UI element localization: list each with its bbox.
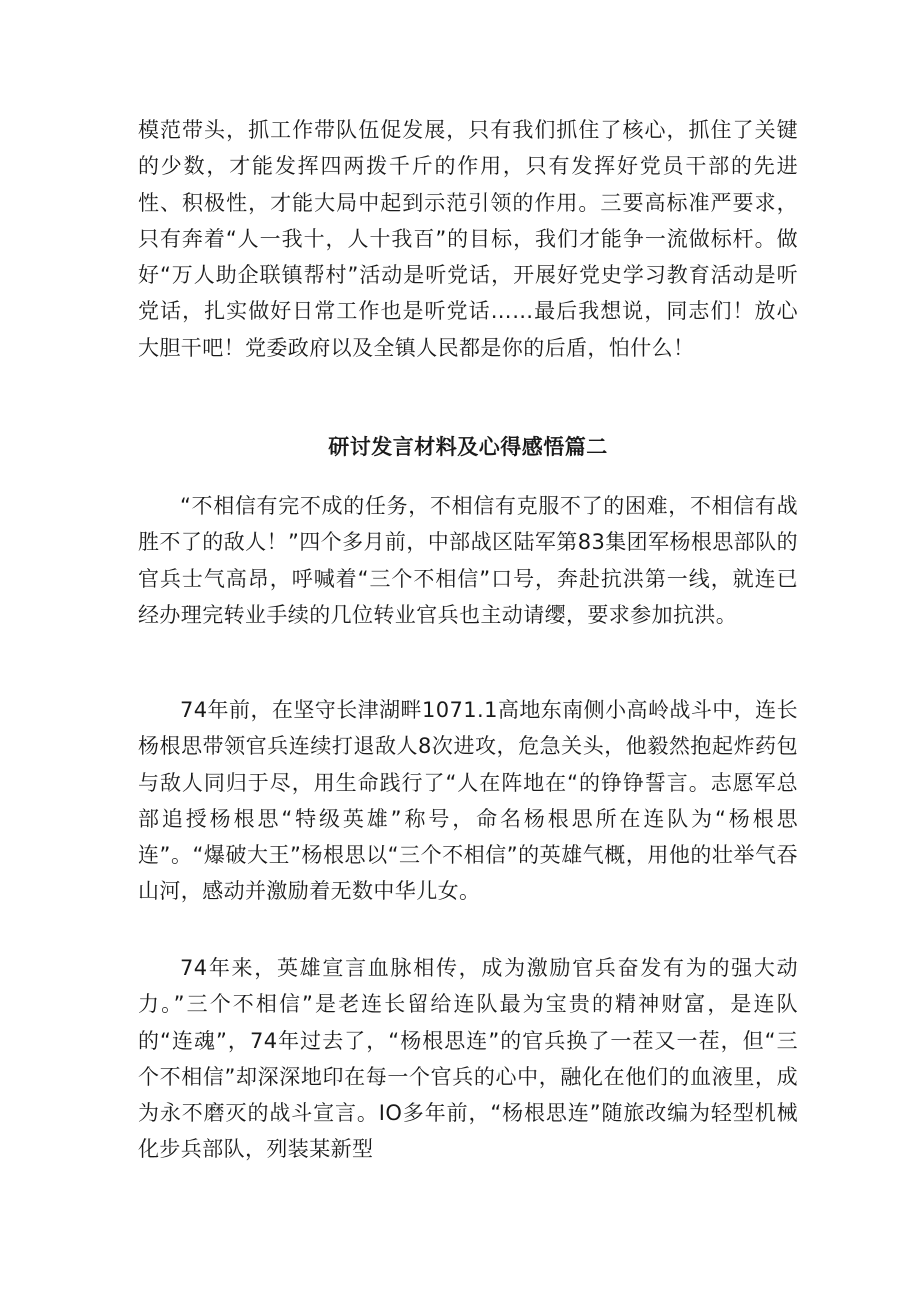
section-title: 研讨发言材料及心得感悟篇二 — [328, 435, 608, 459]
paragraph-1: “不相信有完不成的任务，不相信有克服不了的困难，不相信有战胜不了的敌人！”四个多月前，中部战区陆军第83集团军杨根思部队的官兵士气高昂，呼喊着“三个不相信”口号，奔赴抗洪第一线，就连已经办理完转业手续的几位转业官兵也主动请缨，要求参加抗洪。 — [138, 494, 798, 627]
paragraph-2: 74年前，在坚守长津湖畔1071.1高地东南侧小高岭战斗中，连长杨根思带领官兵连续打退敌人8次进攻，危急关头，他毅然抱起炸药包与敌人同归于尽，用生命践行了“人在阵地在“的铮铮誓言。志愿军总部追授杨根思“特级英雄”称号，命名杨根思所在连队为“杨根思连”。“爆破大王”杨根思以“三个不相信”的英雄气概，用他的壮举气吞山河，感动并激励着无数中华儿女。 — [138, 698, 798, 904]
paragraph-3: 74年来，英雄宣言血脉相传，成为激励官兵奋发有为的强大动力。”三个不相信”是老连长留给连队最为宝贵的精神财富，是连队的“连魂”，74年过去了，“杨根思连”的官兵换了一茬又一茬，但“三个不相信”却深深地印在每一个官兵的心中，融化在他们的血液里，成为永不磨灭的战斗宣言。IO多年前，“杨根思连”随旅改编为轻型机械化步兵部队，列装某新型 — [138, 956, 798, 1162]
continuation-paragraph: 模范带头，抓工作带队伍促发展，只有我们抓住了核心，抓住了关键的少数，才能发挥四两拨千斤的作用，只有发挥好党员干部的先进性、积极性，才能大局中起到示范引领的作用。三要高标准严要求，只有奔着“人一我十，人十我百”的目标，我们才能争一流做标杆。做好“万人助企联镇帮村”活动是听党话，开展好党史学习教育活动是听党话，扎实做好日常工作也是听党话……最后我想说，同志们！放心大胆干吧！党委政府以及全镇人民都是你的后盾，怕什么！ — [138, 118, 798, 360]
